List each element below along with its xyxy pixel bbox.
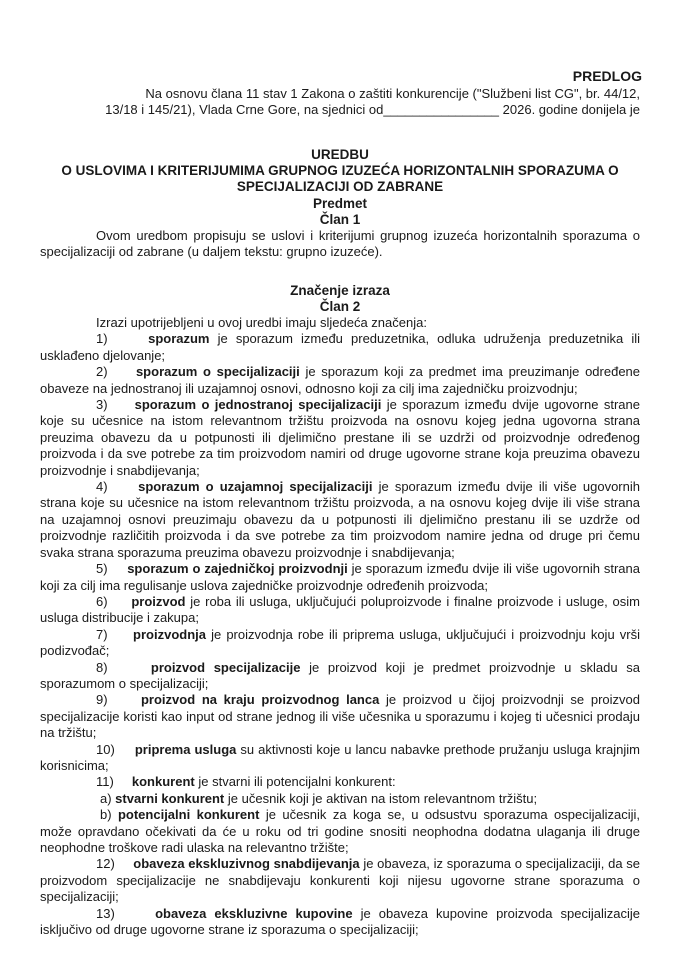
definition-text: je sporazum koji za predmet ima preuzimanje određene obaveze na jednostranoj ili uzajamnoj osnovi, odnosno koji za cilj ima zajedničku proizvodnju;: [40, 364, 641, 396]
defined-term: proizvodnja: [133, 626, 206, 642]
definition-text: je proizvodnja robe ili priprema usluga, uključujući i proizvodnju koju vrši podizvođač;: [40, 626, 640, 659]
defined-term: sporazum o uzajamnoj specijalizaciji: [138, 479, 373, 495]
item-number: b): [100, 807, 118, 823]
item-number: 10): [96, 741, 135, 757]
article-1-text: Ovom uredbom propisuju se uslovi i kriterijumi grupnog izuzeća horizontalnih sporazuma o specijalizaciji od zabrane (u daljem tekstu: grupno izuzeće).: [40, 228, 640, 260]
item-number: 7): [96, 626, 134, 642]
definition-text: je učesnik za koga se, u odsustvu sporazuma ospecijalizaciji, može opravdano očekivati da će u roku od tri godine snositi neophodna dodatna ulaganja ili druge neophodne troškove radi ulaska na relevantno tržište;: [40, 807, 641, 855]
definition-item: [40, 906, 640, 939]
definition-subitem: [40, 807, 640, 856]
title-line-3: SPECIJALIZACIJI OD ZABRANE: [236, 179, 444, 194]
defined-term: stvarni konkurent: [115, 790, 225, 806]
item-number: 12): [96, 856, 134, 872]
article-2-heading: Značenje izraza: [290, 283, 390, 298]
definition-text: je obaveza kupovine proizvoda specijalizacije isključivo od druge ugovorne strane iz sporazuma o specijalizaciji;: [40, 905, 640, 938]
definition-item: [40, 774, 640, 790]
preamble: [40, 86, 640, 119]
definition-text: je sporazum između preduzetnika, odluka udruženja preduzetnika ili usklađeno djelovanje;: [40, 331, 640, 363]
article-2-intro: Izrazi upotrijebljeni u ovoj uredbi imaju sljedeća značenja:: [96, 315, 427, 330]
definition-item: [40, 479, 640, 561]
article-1: [40, 196, 640, 261]
item-number: 4): [96, 479, 139, 495]
item-number: 11): [96, 774, 132, 790]
defined-term: konkurent: [131, 774, 195, 790]
item-number: 1): [96, 331, 149, 347]
article-1-number: Član 1: [319, 212, 361, 227]
document-title: [40, 147, 640, 195]
defined-term: proizvod specijalizacije: [150, 659, 301, 675]
definition-item: [40, 331, 640, 364]
definition-text: je roba ili usluga, uključujući poluproizvode i finalne proizvode i usluge, osim usluga distribucije i zakupa;: [40, 593, 640, 626]
defined-term: proizvod na kraju proizvodnog lanca: [140, 692, 380, 708]
item-number: 6): [96, 593, 132, 609]
draft-label: PREDLOG: [572, 68, 642, 84]
article-2: [40, 283, 640, 938]
defined-term: potencijalni konkurent: [117, 807, 260, 823]
item-number: 5): [96, 561, 128, 577]
defined-term: sporazum o specijalizaciji: [135, 364, 300, 380]
definition-text: je obaveza, iz sporazuma o specijalizaciji, da se proizvodom specijalizacije ne snabdijevaju konkurenti koji nijesu ugovorne strane sporazuma o specijalizaciji;: [40, 856, 640, 905]
article-1-heading: Predmet: [312, 196, 368, 211]
definitions-list: [40, 331, 640, 938]
title-line-2: O USLOVIMA I KRITERIJUMIMA GRUPNOG IZUZEĆA HORIZONTALNIH SPORAZUMA O: [61, 163, 619, 178]
definition-text: je proizvod u čijoj proizvodnji se proizvod specijalizacije koristi kao input od strane jednog ili više učesnika u sporazumu i kojeg ti učesnici prodaju na tržištu;: [40, 692, 640, 741]
defined-term: sporazum o jednostranoj specijalizaciji: [134, 397, 382, 413]
defined-term: sporazum o zajedničkoj proizvodnji: [127, 561, 348, 577]
definition-text: je učesnik koji je aktivan na istom relevantnom tržištu;: [224, 790, 538, 806]
definition-text: su aktivnosti koje u lancu nabavke prethode pružanju usluga krajnjim korisnicima;: [40, 741, 640, 773]
defined-term: proizvod: [131, 593, 186, 609]
definition-text: je sporazum između dvije ugovorne strane koje su učesnice na istom relevantnom tržištu proizvoda na osnovu kojeg jedna ugovorna strana preuzima obavezu da u potpunosti ili djelimično prestane ili se uzdrži od proizvodnje određenog proizvoda i da sve potrebe za tim proizvodom namiri od druge ugovorne strane koja preuzima obavezu proizvodnje i snabdijevanja;: [40, 397, 640, 478]
definition-item: [40, 627, 640, 660]
article-2-number: Član 2: [319, 299, 361, 314]
definition-item: [40, 742, 640, 775]
definition-item: [40, 364, 640, 397]
definition-text: je stvarni ili potencijalni konkurent:: [194, 774, 396, 790]
definition-text: je sporazum između dvije ili više ugovornih strana koji za cilj ima regulisanje uslova zajedničke proizvodnje određenih proizvoda;: [40, 561, 640, 593]
item-number: 2): [96, 364, 136, 380]
item-number: a): [100, 790, 116, 806]
definition-item: [40, 397, 640, 479]
defined-term: priprema usluga: [134, 741, 237, 757]
defined-term: sporazum: [148, 331, 210, 347]
item-number: 9): [96, 692, 141, 708]
definition-item: [40, 561, 640, 594]
definition-text: je proizvod koji je predmet proizvodnje u skladu sa sporazumom o specijalizaciji;: [40, 659, 640, 691]
item-number: 3): [96, 397, 135, 413]
defined-term: obaveza ekskluzivnog snabdijevanja: [133, 856, 360, 872]
defined-term: obaveza ekskluzivne kupovine: [155, 905, 353, 921]
definition-item: [40, 692, 640, 741]
definition-item: [40, 856, 640, 905]
definition-subitem: [40, 791, 640, 807]
title-line-1: UREDBU: [311, 147, 369, 162]
definition-text: je sporazum između dvije ili više ugovornih strana koje su učesnice na istom relevantnom tržištu proizvoda, a na osnovu kojeg dvije ili više strana na uzajamnoj osnovi preuzimaju obavezu da u potpunosti ili djelimično prestanu ili se uzdrže od proizvodnje različitih proizvoda i da sve potrebe za tim proizvodom namire jedna od druge pri čemu svaka strana sporazuma preuzima obavezu proizvodnje i snabdijevanja;: [40, 479, 640, 560]
definition-item: [40, 660, 640, 693]
item-number: 8): [96, 659, 151, 675]
item-number: 13): [96, 905, 156, 921]
definition-item: [40, 594, 640, 627]
preamble-line-2: 13/18 i 145/21), Vlada Crne Gore, na sjednici od________________ 2026. godine donijela je: [105, 102, 640, 118]
preamble-line-1: Na osnovu člana 11 stav 1 Zakona o zaštiti konkurencije ("Službeni list CG", br. 44/12,: [145, 86, 640, 101]
